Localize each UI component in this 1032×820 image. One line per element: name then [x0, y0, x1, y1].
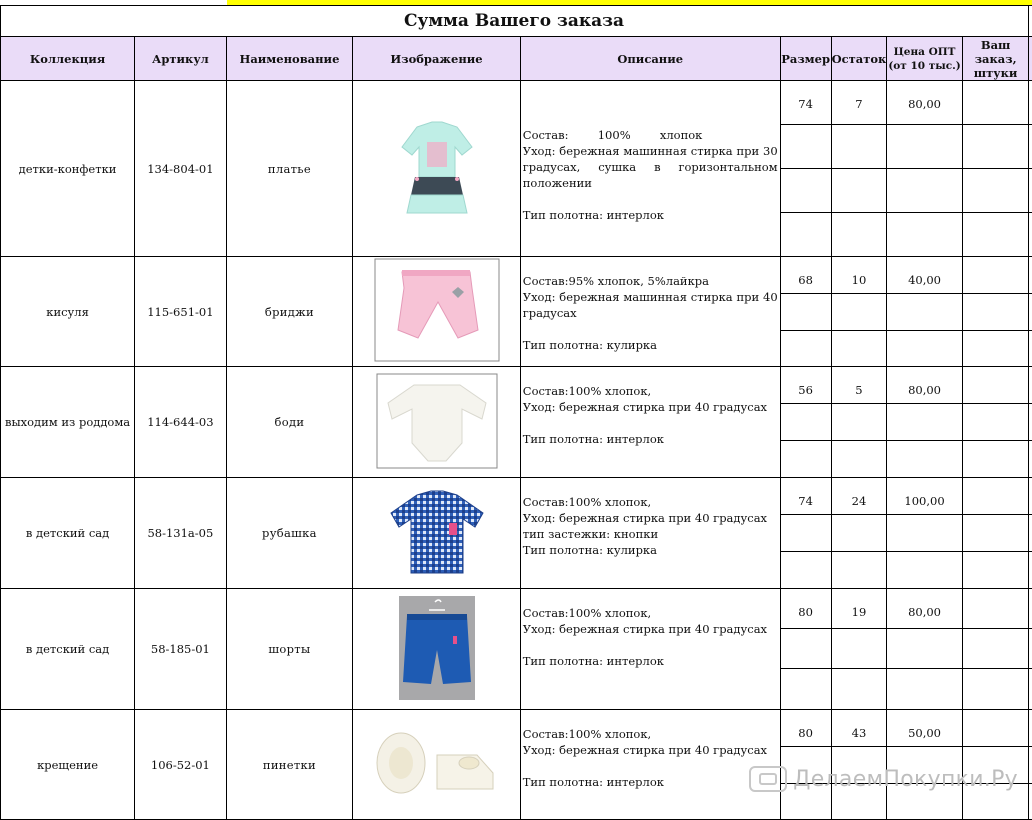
header-name: Наименование — [226, 37, 353, 81]
description-line: Уход: бережная машинная стирка при 40 градусах — [523, 289, 778, 321]
article-cell: 115-651-01 — [135, 257, 226, 367]
stock-cell — [831, 552, 887, 589]
price-cell — [887, 331, 962, 367]
description-cell — [520, 710, 780, 820]
description-line: Тип полотна: кулирка — [523, 337, 778, 353]
table-row — [1, 367, 1032, 404]
order-quantity-cell[interactable] — [962, 213, 1029, 257]
header-article: Артикул — [135, 37, 226, 81]
size-cell: 74 — [780, 81, 831, 125]
description-cell — [520, 257, 780, 367]
breeches-image — [374, 258, 500, 365]
stock-cell: 5 — [831, 367, 887, 404]
stock-cell: 10 — [831, 257, 887, 294]
size-cell — [780, 552, 831, 589]
table-row — [1, 257, 1032, 294]
stock-cell: 43 — [831, 710, 887, 747]
name-cell: бриджи — [226, 257, 353, 367]
price-cell: 80,00 — [887, 589, 962, 629]
article-cell: 134-804-01 — [135, 81, 226, 257]
size-cell — [780, 404, 831, 441]
description-line: Состав:100% хлопок, — [523, 494, 778, 510]
description-line: Тип полотна: кулирка — [523, 542, 778, 558]
price-cell: 50,00 — [887, 710, 962, 747]
article-cell: 106-52-01 — [135, 710, 226, 820]
description-line: Состав:100% хлопок, — [523, 605, 778, 621]
name-cell: рубашка — [226, 478, 353, 589]
article-cell: 58-131а-05 — [135, 478, 226, 589]
price-cell: 40,00 — [887, 257, 962, 294]
image-cell — [353, 478, 521, 589]
collection-cell: выходим из роддома — [1, 367, 135, 478]
header-stock: Остаток — [831, 37, 887, 81]
table-row — [1, 589, 1032, 629]
image-cell — [353, 257, 521, 367]
table-row — [1, 710, 1032, 747]
size-cell: 74 — [780, 478, 831, 515]
description-cell — [520, 589, 780, 710]
order-quantity-cell[interactable] — [962, 331, 1029, 367]
name-cell: платье — [226, 81, 353, 257]
bodysuit-image — [376, 373, 498, 472]
image-cell — [353, 710, 521, 820]
products-table — [0, 36, 1032, 820]
size-cell: 80 — [780, 710, 831, 747]
size-cell — [780, 629, 831, 669]
description-line: Уход: бережная стирка при 40 градусах — [523, 742, 778, 758]
stock-cell — [831, 169, 887, 213]
price-cell: 80,00 — [887, 367, 962, 404]
watermark — [749, 766, 1018, 792]
order-quantity-cell[interactable] — [962, 552, 1029, 589]
order-quantity-cell[interactable] — [962, 125, 1029, 169]
price-cell — [887, 169, 962, 213]
description-line — [523, 637, 778, 653]
price-cell — [887, 552, 962, 589]
image-cell — [353, 81, 521, 257]
name-cell: пинетки — [226, 710, 353, 820]
table-row — [1, 478, 1032, 515]
collection-cell: в детский сад — [1, 589, 135, 710]
shopping-bag-icon — [749, 766, 787, 792]
collection-cell: кисуля — [1, 257, 135, 367]
dress-image — [387, 117, 487, 220]
stock-cell: 7 — [831, 81, 887, 125]
description-line: тип застежки: кнопки — [523, 526, 778, 542]
description-line: Состав:100% хлопок, — [523, 383, 778, 399]
header-size: Размер — [780, 37, 831, 81]
stock-cell: 19 — [831, 589, 887, 629]
table-row — [1, 81, 1032, 125]
stock-cell — [831, 404, 887, 441]
order-quantity-cell[interactable] — [962, 81, 1029, 125]
description-line — [523, 415, 778, 431]
description-cell — [520, 81, 780, 257]
watermark-text: ДелаемПокупки.Ру — [793, 767, 1018, 792]
order-quantity-cell[interactable] — [962, 367, 1029, 404]
size-cell: 56 — [780, 367, 831, 404]
price-cell — [887, 669, 962, 710]
order-quantity-cell[interactable] — [962, 589, 1029, 629]
size-cell — [780, 669, 831, 710]
stock-cell — [831, 331, 887, 367]
stock-cell — [831, 669, 887, 710]
description-line: Тип полотна: интерлок — [523, 431, 778, 447]
booties-image — [369, 723, 505, 806]
stock-cell — [831, 213, 887, 257]
description-line: Тип полотна: интерлок — [523, 207, 778, 223]
order-quantity-cell[interactable] — [962, 257, 1029, 294]
article-cell: 114-644-03 — [135, 367, 226, 478]
description-line: Состав:95% хлопок, 5%лайкра — [523, 273, 778, 289]
price-cell — [887, 515, 962, 552]
size-cell — [780, 441, 831, 478]
stock-cell — [831, 294, 887, 331]
order-quantity-cell[interactable] — [962, 169, 1029, 213]
price-cell — [887, 404, 962, 441]
description-line: Уход: бережная машинная стирка при 30 градусах, сушка в горизонтальном положении — [523, 143, 778, 191]
price-cell: 100,00 — [887, 478, 962, 515]
price-cell — [887, 441, 962, 478]
size-cell: 80 — [780, 589, 831, 629]
order-quantity-cell[interactable] — [962, 478, 1029, 515]
header-image: Изображение — [353, 37, 521, 81]
name-cell: боди — [226, 367, 353, 478]
size-cell — [780, 125, 831, 169]
stock-cell — [831, 441, 887, 478]
description-line: Уход: бережная стирка при 40 градусах — [523, 510, 778, 526]
stock-cell — [831, 515, 887, 552]
header-row — [1, 37, 1032, 81]
description-line: Состав:100% хлопок, — [523, 726, 778, 742]
size-cell — [780, 515, 831, 552]
description-line: Состав: 100% хлопок — [523, 127, 778, 143]
size-cell — [780, 169, 831, 213]
price-cell: 80,00 — [887, 81, 962, 125]
description-line: Уход: бережная стирка при 40 градусах — [523, 621, 778, 637]
name-cell: шорты — [226, 589, 353, 710]
order-quantity-cell[interactable] — [962, 710, 1029, 747]
order-quantity-cell[interactable] — [962, 629, 1029, 669]
header-price: Цена ОПТ (от 10 тыс.) — [887, 37, 962, 81]
order-quantity-cell[interactable] — [962, 294, 1029, 331]
header-collection: Коллекция — [1, 37, 135, 81]
description-line — [523, 191, 778, 207]
collection-cell: крещение — [1, 710, 135, 820]
collection-cell: детки-конфетки — [1, 81, 135, 257]
description-line: Тип полотна: интерлок — [523, 774, 778, 790]
collection-cell: в детский сад — [1, 478, 135, 589]
price-cell — [887, 294, 962, 331]
order-quantity-cell[interactable] — [962, 515, 1029, 552]
size-cell: 68 — [780, 257, 831, 294]
price-cell — [887, 125, 962, 169]
order-quantity-cell[interactable] — [962, 404, 1029, 441]
shirt-image — [387, 489, 487, 578]
order-sum-title: Сумма Вашего заказа — [0, 6, 1029, 37]
description-line — [523, 321, 778, 337]
top-strip — [0, 0, 1032, 5]
size-cell — [780, 331, 831, 367]
description-line: Уход: бережная стирка при 40 градусах — [523, 399, 778, 415]
image-cell — [353, 589, 521, 710]
order-quantity-cell[interactable] — [962, 441, 1029, 478]
stock-cell — [831, 629, 887, 669]
shorts-image — [399, 596, 475, 703]
header-description: Описание — [520, 37, 780, 81]
stock-cell: 24 — [831, 478, 887, 515]
article-cell: 58-185-01 — [135, 589, 226, 710]
description-line — [523, 758, 778, 774]
header-order: Ваш заказ, штуки — [962, 37, 1029, 81]
size-cell — [780, 294, 831, 331]
image-cell — [353, 367, 521, 478]
price-cell — [887, 629, 962, 669]
stock-cell — [831, 125, 887, 169]
price-cell — [887, 213, 962, 257]
description-cell — [520, 478, 780, 589]
description-line: Тип полотна: интерлок — [523, 653, 778, 669]
size-cell — [780, 213, 831, 257]
description-cell — [520, 367, 780, 478]
order-quantity-cell[interactable] — [962, 669, 1029, 710]
